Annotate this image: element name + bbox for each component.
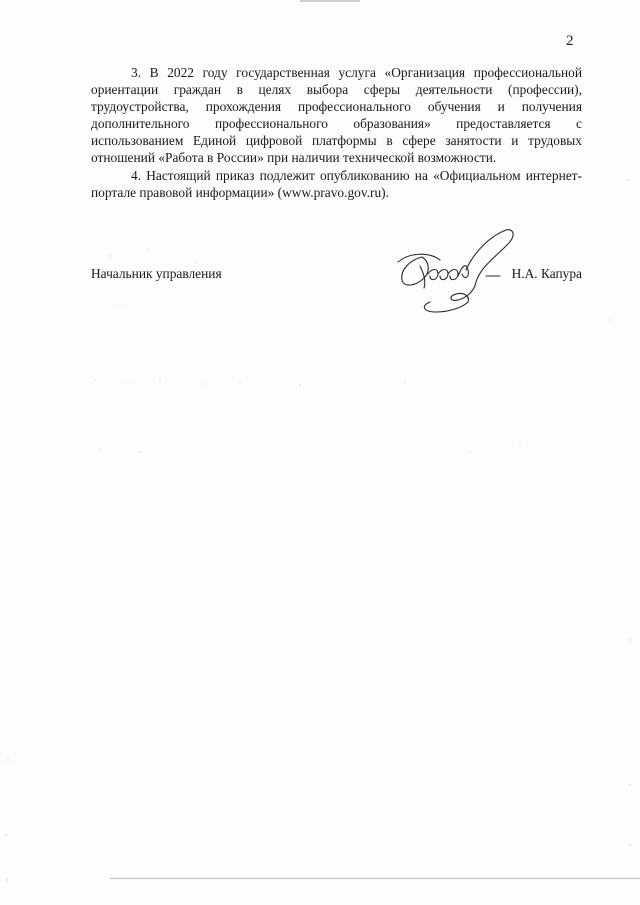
signer-position: Начальник управления bbox=[91, 266, 222, 281]
paragraph-item-4: 4. Настоящий приказ подлежит опубликованию на «Официальном интернет-портале правовой информации» (www.pravo.gov.ru). bbox=[91, 167, 582, 200]
scan-bottom-edge bbox=[110, 878, 640, 879]
document-body bbox=[91, 64, 582, 201]
handwritten-signature bbox=[390, 222, 520, 322]
paragraph-item-3: 3. В 2022 году государственная услуга «Организация профессиональной ориентации граждан в целях выбора сферы деятельности (профессии), трудоустройства, прохождения профессионального обучения и получения дополнительного профессионального образования» предоставляется с использованием Единой цифровой платформы в сфере занятости и трудовых отношений «Работа в России» при наличии технической возможности. bbox=[91, 65, 582, 166]
scan-edge-mark bbox=[300, 0, 360, 2]
signer-name: Н.А. Капура bbox=[511, 266, 582, 281]
page-number: 2 bbox=[566, 33, 574, 49]
